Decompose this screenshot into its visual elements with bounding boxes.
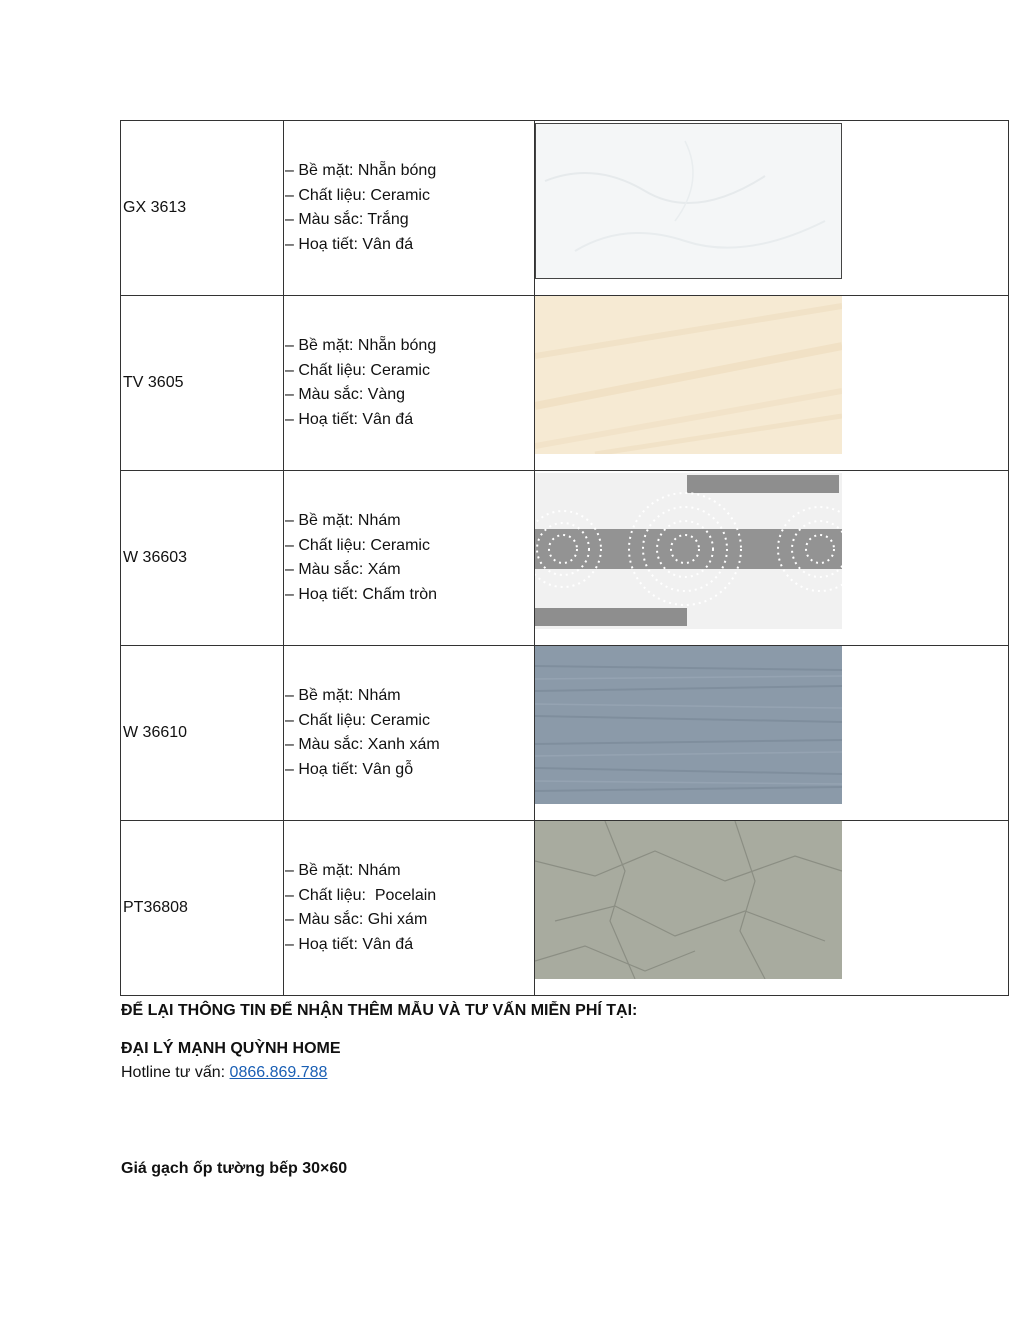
spec-cell (284, 296, 535, 471)
spec-pattern: – Hoạ tiết: Vân đá (285, 935, 414, 953)
code-cell (121, 471, 284, 646)
image-cell (535, 646, 1009, 821)
spec-surface: – Bề mặt: Nhám (285, 862, 401, 879)
hotline-label: Hotline tư vấn: (121, 1064, 230, 1081)
code-cell (121, 821, 284, 996)
spec-color: – Màu sắc: Xanh xám (285, 736, 440, 753)
price-heading: Giá gạch ốp tường bếp 30×60 (121, 1160, 348, 1177)
spec-color: – Màu sắc: Xám (285, 561, 401, 578)
product-code: W 36603 (123, 549, 188, 566)
spec-material: – Chất liệu: Ceramic (285, 361, 430, 379)
spec-pattern: – Hoạ tiết: Chấm tròn (285, 585, 438, 603)
spec-surface: – Bề mặt: Nhám (285, 512, 401, 529)
spec-pattern: – Hoạ tiết: Vân đá (285, 235, 414, 253)
table-row (121, 821, 1009, 996)
spec-cell (284, 646, 535, 821)
image-cell (535, 296, 1009, 471)
spec-surface: – Bề mặt: Nhẵn bóng (285, 337, 437, 354)
spec-color: – Màu sắc: Trắng (285, 211, 409, 228)
tile-image-white-marble (535, 121, 842, 279)
tile-image-grey-dots (535, 471, 842, 629)
product-code: TV 3605 (123, 374, 184, 391)
spec-cell (284, 471, 535, 646)
spec-pattern: – Hoạ tiết: Vân đá (285, 410, 414, 428)
spec-cell (284, 821, 535, 996)
spec-pattern: – Hoạ tiết: Vân gỗ (285, 760, 414, 778)
table-row (121, 296, 1009, 471)
table-row (121, 646, 1009, 821)
code-cell (121, 121, 284, 296)
spec-cell (284, 121, 535, 296)
image-cell (535, 821, 1009, 996)
tile-image-cream-stone (535, 296, 842, 454)
product-code: W 36610 (123, 724, 188, 741)
code-cell (121, 296, 284, 471)
spec-material: – Chất liệu: Ceramic (285, 536, 430, 554)
spec-surface: – Bề mặt: Nhẵn bóng (285, 162, 437, 179)
code-cell (121, 646, 284, 821)
spec-material: – Chất liệu: Ceramic (285, 711, 430, 729)
product-code: PT36808 (123, 899, 188, 916)
spec-surface: – Bề mặt: Nhám (285, 687, 401, 704)
spec-material: – Chất liệu: Pocelain (285, 886, 437, 904)
image-cell (535, 471, 1009, 646)
tile-image-grey-marble (535, 821, 842, 979)
spec-color: – Màu sắc: Vàng (285, 386, 406, 403)
tile-table (120, 120, 1009, 996)
table-row (121, 471, 1009, 646)
tile-image-blue-grey-wood (535, 646, 842, 804)
cta-heading: ĐỂ LẠI THÔNG TIN ĐỂ NHẬN THÊM MẪU VÀ TƯ VẤN MIỄN PHÍ TẠI: (121, 1002, 638, 1019)
table-row (121, 121, 1009, 296)
hotline-link[interactable]: 0866.869.788 (229, 1064, 328, 1081)
hotline-line (121, 1064, 327, 1082)
spec-material: – Chất liệu: Ceramic (285, 186, 430, 204)
dealer-name: ĐẠI LÝ MẠNH QUỲNH HOME (121, 1040, 341, 1057)
spec-color: – Màu sắc: Ghi xám (285, 911, 428, 928)
product-code: GX 3613 (123, 199, 187, 216)
image-cell (535, 121, 1009, 296)
